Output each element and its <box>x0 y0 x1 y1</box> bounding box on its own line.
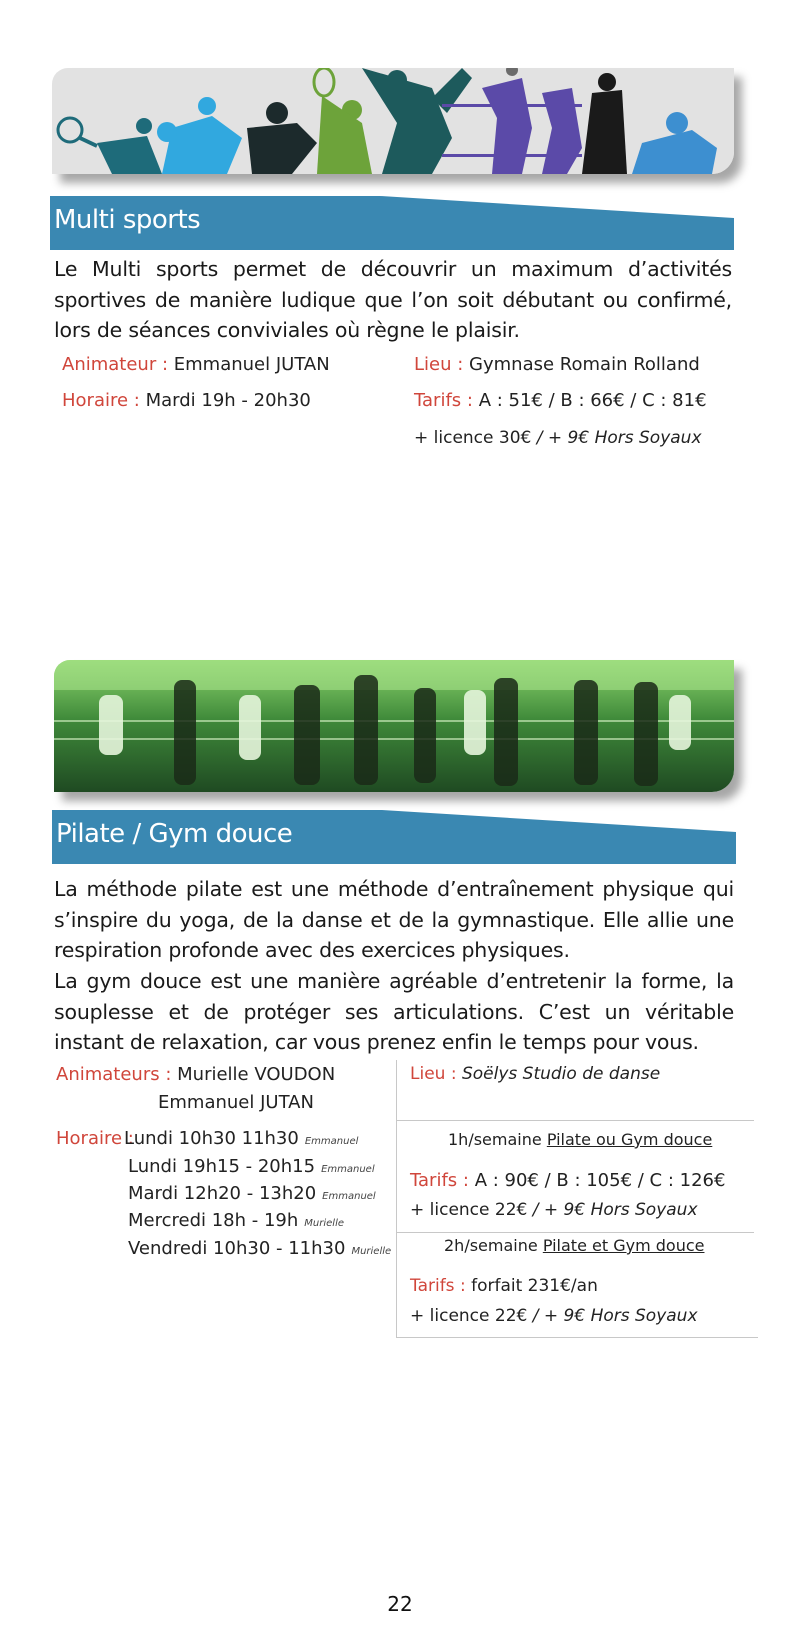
option-divider-2 <box>396 1232 754 1233</box>
option-2-heading <box>444 1236 704 1255</box>
pilate-description: La méthode pilate est une méthode d’entraînement physique qui s’inspire du yoga, de la danse et de la gymnastique. Elle allie une respiration profonde avec des exercices physiques. <box>54 877 734 962</box>
multi-animateur <box>62 354 330 375</box>
tarifs-value: forfait 231€/an <box>471 1276 598 1296</box>
licence-extra: / + 9€ Hors Soyaux <box>527 1306 698 1326</box>
schedule-time: Vendredi 10h30 - 11h30 <box>128 1238 346 1259</box>
tarifs-label: Tarifs : <box>410 1170 469 1191</box>
option-frequency: 1h/semaine <box>448 1130 542 1149</box>
tarifs-label: Tarifs : <box>414 390 473 411</box>
option-2-licence <box>410 1306 698 1326</box>
option-1-heading <box>448 1130 712 1149</box>
schedule-instructor: Emmanuel <box>321 1164 375 1175</box>
lieu-label: Lieu : <box>414 354 464 375</box>
option-title: Pilate ou Gym douce <box>546 1130 713 1149</box>
option-divider-3 <box>396 1337 758 1338</box>
multi-licence <box>414 428 702 448</box>
licence-value: + licence 30€ <box>414 428 532 448</box>
lieu-label: Lieu : <box>410 1064 457 1084</box>
option-frequency: 2h/semaine <box>444 1236 538 1255</box>
schedule-time: Lundi 19h15 - 20h15 <box>128 1156 316 1177</box>
schedule-instructor: Murielle <box>304 1218 345 1229</box>
schedule-instructor: Murielle <box>351 1246 392 1257</box>
schedule-row-2 <box>128 1156 375 1177</box>
licence-value: + licence 22€ <box>410 1200 528 1220</box>
licence-extra: / + 9€ Hors Soyaux <box>527 1200 698 1220</box>
animateur-murielle: Murielle VOUDON <box>177 1064 336 1085</box>
lieu-value: Soëlys Studio de danse <box>461 1064 661 1084</box>
schedule-row-3 <box>128 1183 376 1204</box>
pilate-animateur-2: Emmanuel JUTAN <box>158 1092 314 1113</box>
multi-sports-title-bar <box>50 196 734 250</box>
tarifs-value: A : 51€ / B : 66€ / C : 81€ <box>478 390 707 411</box>
animateurs-label: Animateurs : <box>56 1064 172 1085</box>
tarifs-value: A : 90€ / B : 105€ / C : 126€ <box>474 1170 726 1191</box>
pilate-title-bar <box>52 810 736 864</box>
pilate-animateurs <box>56 1064 335 1085</box>
page-number: 22 <box>387 1592 413 1616</box>
schedule-row-5 <box>128 1238 391 1259</box>
pilate-horaire-label <box>56 1128 134 1149</box>
schedule-time: Mardi 12h20 - 13h20 <box>128 1183 317 1204</box>
schedule-instructor: Emmanuel <box>304 1136 359 1147</box>
licence-extra: / + 9€ Hors Soyaux <box>531 428 702 448</box>
schedule-row-1 <box>124 1128 358 1149</box>
option-1-tarifs <box>410 1170 725 1191</box>
multi-sports-title: Multi sports <box>54 205 201 235</box>
lieu-value: Gymnase Romain Rolland <box>469 354 700 375</box>
sports-silhouettes-banner <box>52 68 734 174</box>
horaire-label: Horaire : <box>56 1128 134 1149</box>
licence-value: + licence 22€ <box>410 1306 528 1326</box>
multi-tarifs <box>414 390 707 411</box>
horaire-value: Mardi 19h - 20h30 <box>145 390 311 411</box>
option-divider-1 <box>396 1120 754 1121</box>
animateur-value: Emmanuel JUTAN <box>173 354 330 375</box>
tarifs-label: Tarifs : <box>410 1276 466 1296</box>
horaire-label: Horaire : <box>62 390 140 411</box>
option-2-tarifs <box>410 1276 598 1296</box>
schedule-row-4 <box>128 1210 344 1231</box>
schedule-time: Mercredi 18h - 19h <box>128 1210 299 1231</box>
pilate-lieu <box>410 1064 660 1084</box>
multi-sports-description: Le Multi sports permet de découvrir un maximum d’activités sportives de manière ludique que l’on soit débutant ou confirmé, lors de séances conviviales où règne le plaisir. <box>54 257 732 342</box>
schedule-time: Lundi 10h30 11h30 <box>124 1128 299 1149</box>
gym-douce-description: La gym douce est une manière agréable d’entretenir la forme, la souplesse et de protéger ses articulations. C’est un véritable instant de relaxation, car vous prenez enfin le temps pour vous. <box>54 969 734 1054</box>
column-divider <box>396 1060 397 1338</box>
option-title: Pilate et Gym douce <box>542 1236 705 1255</box>
option-1-licence <box>410 1200 698 1220</box>
schedule-instructor: Emmanuel <box>322 1191 376 1202</box>
gym-class-photo-banner <box>54 660 734 792</box>
animateur-label: Animateur : <box>62 354 169 375</box>
multi-horaire <box>62 390 311 411</box>
multi-lieu <box>414 354 700 375</box>
pilate-title: Pilate / Gym douce <box>56 819 293 849</box>
